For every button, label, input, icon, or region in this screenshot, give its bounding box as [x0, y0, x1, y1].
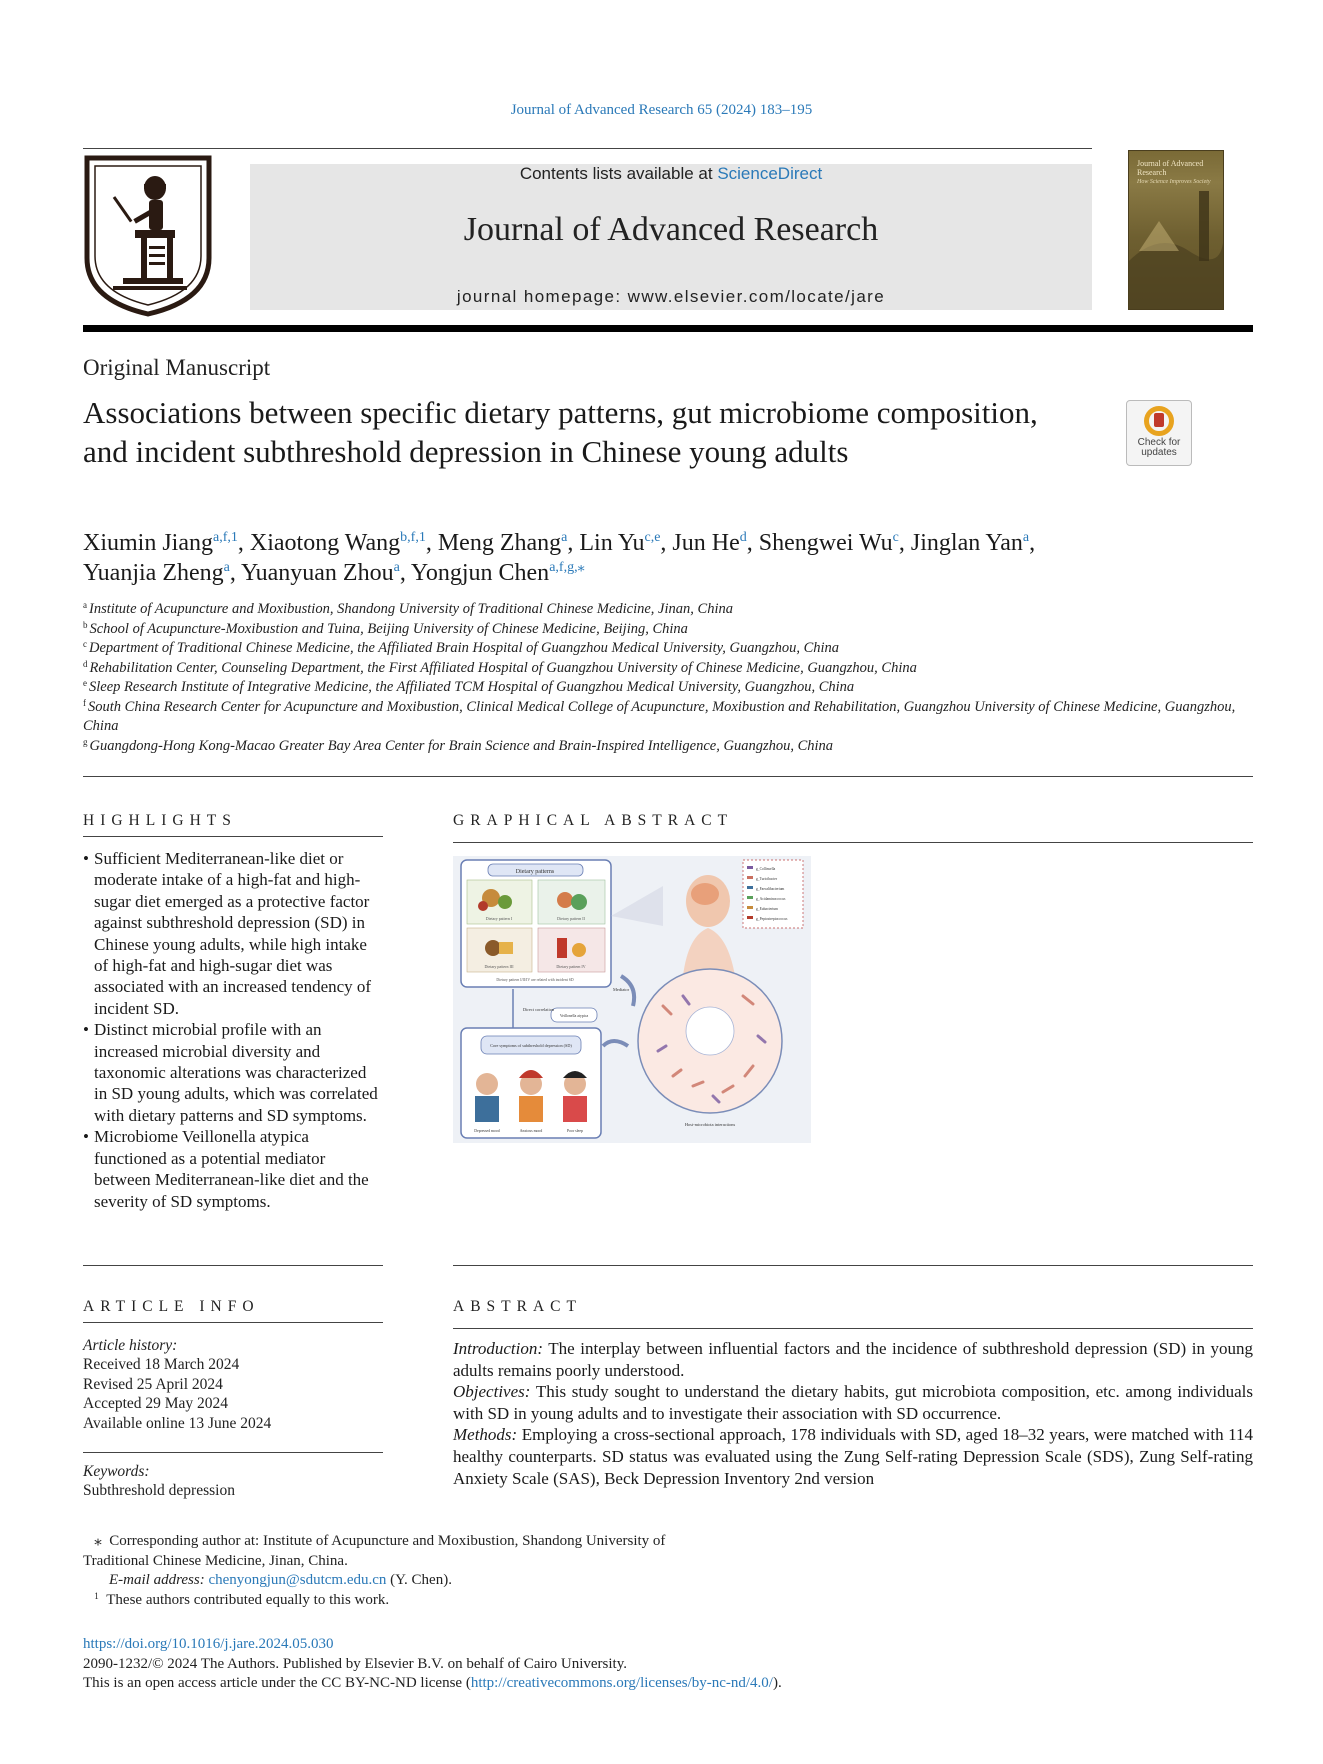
ga-taxon-marker [747, 886, 753, 889]
highlights-rule [83, 836, 383, 837]
keywords-rule [83, 1452, 383, 1453]
received-date: Received 18 March 2024 [83, 1356, 240, 1374]
author-affiliation-marker[interactable]: a [561, 530, 568, 545]
ga-core-symptoms: Core symptoms of subthreshold depression (SD) [490, 1043, 572, 1048]
affiliation-item [83, 620, 1253, 640]
author-name[interactable]: Yuanyuan Zhou [240, 560, 394, 586]
ga-taxon-label: g_Turicibacter [756, 877, 778, 881]
email-note: E-mail address: chenyongjun@sdutcm.edu.cn (Y. Chen). [109, 1572, 452, 1588]
author-affiliation-marker[interactable]: a,f,1 [213, 530, 238, 545]
article-history [83, 1336, 271, 1433]
ga-dp3: Dietary pattern III [484, 964, 514, 969]
section-rule [83, 776, 1253, 777]
author-name[interactable]: Yuanjia Zheng [83, 560, 224, 586]
author-affiliation-marker[interactable]: c [892, 530, 899, 545]
affiliation-text: School of Acupuncture-Moxibustion and Tuina, Beijing University of Chinese Medicine, Beijing, China [89, 620, 688, 637]
highlight-item: • Microbiome Veillonella atypica functioned as a potential mediator between Mediterranean-like diet and the severity of SD symptoms. [83, 1126, 383, 1212]
ga-dp4: Dietary pattern IV [556, 964, 586, 969]
ga-taxon-label: g_Collinsella [756, 867, 776, 871]
ga-sym2: Anxious mood [519, 1129, 543, 1133]
corresponding-author-note: ⁎ Corresponding author at: Institute of Acupuncture and Moxibustion, Shandong University of Traditional Chinese Medicine, Jinan, China. [83, 1533, 666, 1569]
affiliation-marker: d [83, 658, 88, 669]
affiliation-item [83, 698, 1253, 737]
ga-direct-correlation: Direct correlation [523, 1007, 555, 1012]
keywords-label: Keywords: [83, 1463, 150, 1480]
sciencedirect-link[interactable]: ScienceDirect [717, 164, 823, 183]
affiliation-marker: e [83, 678, 87, 688]
ga-sym3: Poor sleep [567, 1129, 583, 1133]
license-link[interactable]: http://creativecommons.org/licenses/by-nc-nd/4.0/ [470, 1675, 773, 1691]
author-separator: , [660, 530, 673, 556]
author-separator: , [567, 530, 580, 556]
cover-illustration [1129, 151, 1223, 309]
ga-v-atypica: Veillonella atypica [559, 1014, 589, 1018]
cairo-university-logo [83, 154, 213, 318]
affiliation-text: South China Research Center for Acupuncture and Moxibustion, Clinical Medical College of Acupuncture, Moxibustion and Rehabilitation, Guangzhou University of Chinese Medicine, Guangzhou, China [83, 698, 1236, 734]
affiliation-marker: b [83, 619, 88, 630]
online-date: Available online 13 June 2024 [83, 1414, 272, 1432]
article-info-rule [83, 1322, 383, 1323]
check-updates-icon [1144, 406, 1174, 436]
author-name[interactable]: Xiumin Jiang [83, 530, 213, 556]
journal-reference[interactable]: Journal of Advanced Research 65 (2024) 183–195 [510, 102, 813, 118]
homepage-prefix: journal homepage: [456, 287, 628, 306]
equal-contribution-note: $^1$ These authors contributed equally to this work. [94, 1590, 390, 1608]
contents-prefix: Contents lists available at [519, 164, 718, 183]
journal-banner [250, 164, 1092, 310]
homepage-link[interactable]: www.elsevier.com/locate/jare [627, 287, 886, 306]
author-separator: , [746, 530, 759, 556]
affiliation-text: Institute of Acupuncture and Moxibustion, Shandong University of Traditional Chinese Medicine, Jinan, China [89, 601, 733, 617]
keywords [83, 1462, 235, 1501]
author-name[interactable]: Shengwei Wu [758, 530, 893, 556]
affiliation-item [83, 737, 1253, 757]
author-separator: , [425, 530, 438, 556]
ga-mediator: Mediator [613, 987, 630, 992]
copyright: 2090-1232/© 2024 The Authors. Published by Elsevier B.V. on behalf of Cairo University. [83, 1655, 627, 1672]
revised-date: Revised 25 April 2024 [83, 1375, 223, 1393]
highlights-list [83, 848, 383, 1212]
affiliation-item [83, 600, 1253, 620]
ga-host-micro: Host-microbiota interactions [684, 1122, 736, 1127]
contents-line [250, 164, 1092, 184]
ga-taxon-marker [747, 866, 753, 869]
affiliation-marker: g [83, 736, 88, 747]
abstract-heading: ABSTRACT [453, 1298, 582, 1315]
ga-dp2: Dietary pattern II [557, 916, 585, 921]
abstract-intro: Introduction: The interplay between influential factors and the incidence of subthreshold depression (SD) in young adults remains poorly understood. [453, 1339, 1253, 1380]
author-name[interactable]: Jinglan Yan [910, 530, 1023, 556]
affiliation-text: Department of Traditional Chinese Medicine, the Affiliated Brain Hospital of Guangzhou Medical University, Guangzhou, China [89, 640, 840, 656]
email-link[interactable]: chenyongjun@sdutcm.edu.cn [208, 1572, 387, 1588]
ga-dp1: Dietary pattern I [485, 916, 513, 921]
author-affiliation-marker[interactable]: a [223, 560, 230, 575]
abstract-body [453, 1338, 1253, 1489]
ga-taxon-marker [747, 876, 753, 879]
affiliation-item [83, 659, 1253, 679]
footnotes [83, 1532, 683, 1610]
cover-subtitle: How Science Improves Society [1137, 179, 1211, 185]
author-separator: , [399, 560, 411, 586]
ga-taxon-label: g_Peptostreptococcus [756, 917, 788, 921]
affiliation-marker: c [83, 639, 87, 649]
check-updates-label: Check for updates [1137, 437, 1181, 458]
abstract-rule [453, 1328, 1253, 1329]
ga-taxon-marker [747, 906, 753, 909]
graphical-abstract-heading: GRAPHICAL ABSTRACT [453, 812, 734, 829]
affiliations [83, 600, 1253, 756]
author-name[interactable]: Jun He [672, 530, 740, 556]
highlight-item: • Distinct microbial profile with an increased microbial diversity and taxonomic alterations was characterized in SD young adults, which was correlated with dietary patterns and SD symptoms. [83, 1019, 383, 1126]
author-separator: , [237, 530, 250, 556]
ga-taxon-label: g_Acidaminococcus [756, 897, 786, 901]
author-affiliation-marker[interactable]: d [739, 530, 747, 545]
ga-dietary-patterns: Dietary patterns [515, 869, 555, 875]
highlights-heading: HIGHLIGHTS [83, 812, 237, 829]
history-label: Article history: [83, 1337, 178, 1354]
check-for-updates-button[interactable] [1126, 400, 1192, 466]
affiliation-marker: a [83, 600, 87, 610]
journal-homepage [250, 287, 1092, 307]
author-separator: , [229, 560, 241, 586]
header-rule [83, 148, 1092, 149]
article-type: Original Manuscript [83, 355, 271, 380]
abstract-methods: Methods: Employing a cross-sectional approach, 178 individuals with SD, aged 18–32 years, were matched with 114 healthy counterparts. SD status was evaluated using the Zung Self-rating Depression Scale (SDS), Zung Self-rating Anxiety Scale (SAS), Beck Depression Inventory 2nd version [453, 1425, 1253, 1488]
highlight-item: • Sufficient Mediterranean-like diet or moderate intake of a high-fat and high-sugar diet emerged as a protective factor against subthreshold depression (SD) in Chinese young adults, while high intake of high-fat and high-sugar diet was associated with an increased tendency of incident SD. [83, 848, 383, 1019]
author-affiliation-marker[interactable]: a [393, 560, 400, 575]
author-affiliation-marker[interactable]: a [1022, 530, 1030, 545]
ga-taxon-marker [747, 916, 753, 919]
affiliation-text: Sleep Research Institute of Integrative Medicine, the Affiliated TCM Hospital of Guangzhou Medical University, Guangzhou, China [89, 679, 855, 695]
ga-taxon-label: g_Faecalibacterium [756, 887, 785, 891]
graphical-abstract-figure[interactable] [453, 856, 811, 1143]
ga-taxon-label: g_Eubacterium [756, 907, 778, 911]
keyword-item: Subthreshold depression [83, 1482, 235, 1500]
journal-title: Journal of Advanced Research [463, 211, 879, 248]
license-line: This is an open access article under the CC BY-NC-ND license (http://creativecommons.org/licenses/by-nc-nd/4.0/). [83, 1675, 782, 1691]
article-info-heading: ARTICLE INFO [83, 1298, 260, 1315]
graphical-abstract-rule [453, 842, 1253, 843]
author-affiliation-marker[interactable]: b,f,1 [400, 530, 426, 545]
affiliation-text: Rehabilitation Center, Counseling Department, the First Affiliated Hospital of Guangzhou University of Chinese Medicine, Guangzhou, China [89, 659, 917, 676]
author-separator: , [898, 530, 911, 556]
doi-link[interactable]: https://doi.org/10.1016/j.jare.2024.05.030 [83, 1636, 334, 1652]
header-thick-rule [83, 325, 1253, 332]
author-name[interactable]: Xiaotong Wang [249, 530, 401, 556]
author-affiliation-marker[interactable]: c,e [644, 530, 661, 545]
ga-sym1: Depressed mood [474, 1129, 500, 1133]
abstract-objectives: Objectives: This study sought to understand the dietary habits, gut microbiota composition, etc. among individuals with SD in young adults and to investigate their association with SD occurrence. [453, 1382, 1253, 1423]
accepted-date: Accepted 29 May 2024 [83, 1395, 229, 1413]
ga-taxon-marker [747, 896, 753, 899]
ga-dp-note: Dietary pattern I/II/IV are related with incident SD [496, 978, 574, 982]
affiliation-text: Guangdong-Hong Kong-Macao Greater Bay Area Center for Brain Science and Brain-Inspired Intelligence, Guangzhou, China [89, 737, 834, 754]
author-affiliation-marker[interactable]: a,f,g,⁎ [549, 560, 585, 575]
publication-info [83, 1635, 1253, 1694]
author-name[interactable]: Yongjun Chen [410, 560, 550, 586]
article-title: Associations between specific dietary patterns, gut microbiome composition, and incident subthreshold depression in Chinese young adults [83, 395, 1038, 469]
affiliation-item [83, 678, 1253, 698]
author-separator: , [1029, 530, 1036, 556]
affiliation-marker: f [83, 697, 86, 708]
affiliation-item [83, 639, 1253, 659]
author-name[interactable]: Lin Yu [579, 530, 645, 556]
journal-cover-thumbnail[interactable] [1128, 150, 1224, 310]
author-name[interactable]: Meng Zhang [437, 530, 562, 556]
graphical-abstract-end-rule [453, 1265, 1253, 1266]
cover-title: Journal of Advanced Research [1137, 159, 1204, 177]
highlights-end-rule [83, 1265, 383, 1266]
author-list [83, 528, 1253, 588]
